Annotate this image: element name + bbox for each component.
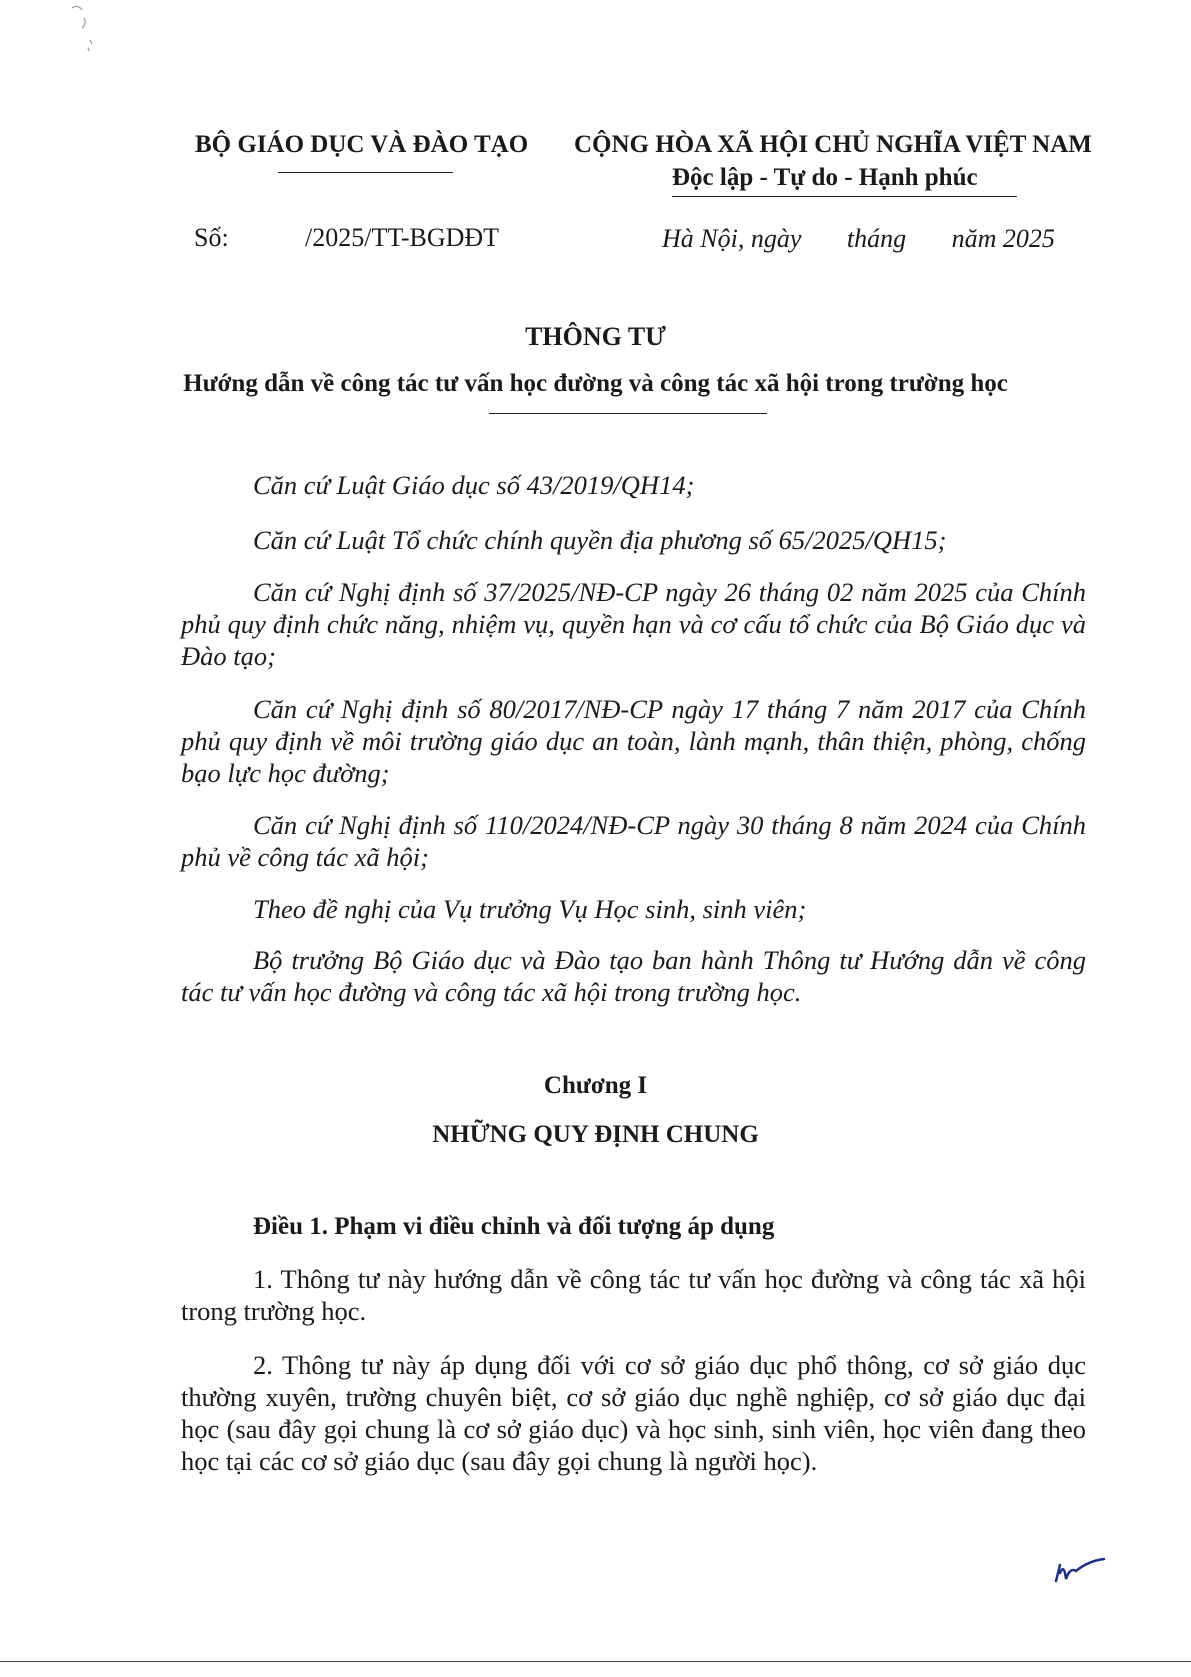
preamble-item: Căn cứ Nghị định số 80/2017/NĐ-CP ngày 17 tháng 7 năm 2017 của Chính phủ quy định về môi trường giáo dục an toàn, lành mạnh, thân thiện, phòng, chống bạo lực học đường; (181, 694, 1086, 788)
ministry-underline (278, 172, 453, 173)
article-clause: 1. Thông tư này hướng dẫn về công tác tư vấn học đường và công tác xã hội trong trường học. (181, 1264, 1086, 1326)
article-heading: Điều 1. Phạm vi điều chỉnh và đối tượng áp dụng (253, 1213, 775, 1240)
preamble-item: Căn cứ Nghị định số 110/2024/NĐ-CP ngày 30 tháng 8 năm 2024 của Chính phủ về công tác xã hội; (181, 810, 1086, 872)
country-name: CỘNG HÒA XÃ HỘI CHỦ NGHĨA VIỆT NAM (574, 131, 1092, 158)
place-and-date: Hà Nội, ngày tháng năm 2025 (662, 224, 1055, 253)
document-number-label: Số: (194, 223, 229, 252)
preamble-item: Căn cứ Nghị định số 37/2025/NĐ-CP ngày 26 tháng 02 năm 2025 của Chính phủ quy định chức năng, nhiệm vụ, quyền hạn và cơ cấu tổ chức của Bộ Giáo dục và Đào tạo; (181, 577, 1086, 671)
chapter-title: NHỮNG QUY ĐỊNH CHUNG (432, 1121, 759, 1148)
preamble-item: Theo đề nghị của Vụ trưởng Vụ Học sinh, sinh viên; (253, 894, 807, 924)
document-subject: Hướng dẫn về công tác tư vấn học đường và công tác xã hội trong trường học (183, 370, 1008, 397)
preamble-item: Căn cứ Luật Tổ chức chính quyền địa phương số 65/2025/QH15; (253, 525, 947, 555)
handwritten-initials (1048, 1551, 1108, 1591)
scan-artifact-mark (62, 0, 102, 60)
document-type: THÔNG TƯ (525, 322, 666, 351)
national-motto: Độc lập - Tự do - Hạnh phúc (672, 164, 978, 191)
ministry-name: BỘ GIÁO DỤC VÀ ĐÀO TẠO (195, 131, 529, 158)
preamble-item: Căn cứ Luật Giáo dục số 43/2019/QH14; (253, 470, 695, 500)
page-bottom-edge (0, 1661, 1191, 1662)
article-clause: 2. Thông tư này áp dụng đối với cơ sở giáo dục phổ thông, cơ sở giáo dục thường xuyên, trường chuyên biệt, cơ sở giáo dục nghề nghiệp, cơ sở giáo dục đại học (sau đây gọi chung là cơ sở giáo dục) và học sinh, sinh viên, học viên đang theo học tại các cơ sở giáo dục (sau đây gọi chung là người học). (181, 1350, 1086, 1476)
document-number: /2025/TT-BGDĐT (305, 223, 500, 252)
preamble-item: Bộ trưởng Bộ Giáo dục và Đào tạo ban hành Thông tư Hướng dẫn về công tác tư vấn học đường và công tác xã hội trong trường học. (181, 945, 1086, 1007)
chapter-label: Chương I (543, 1072, 648, 1099)
subject-underline (489, 413, 767, 414)
motto-underline (672, 196, 1017, 197)
